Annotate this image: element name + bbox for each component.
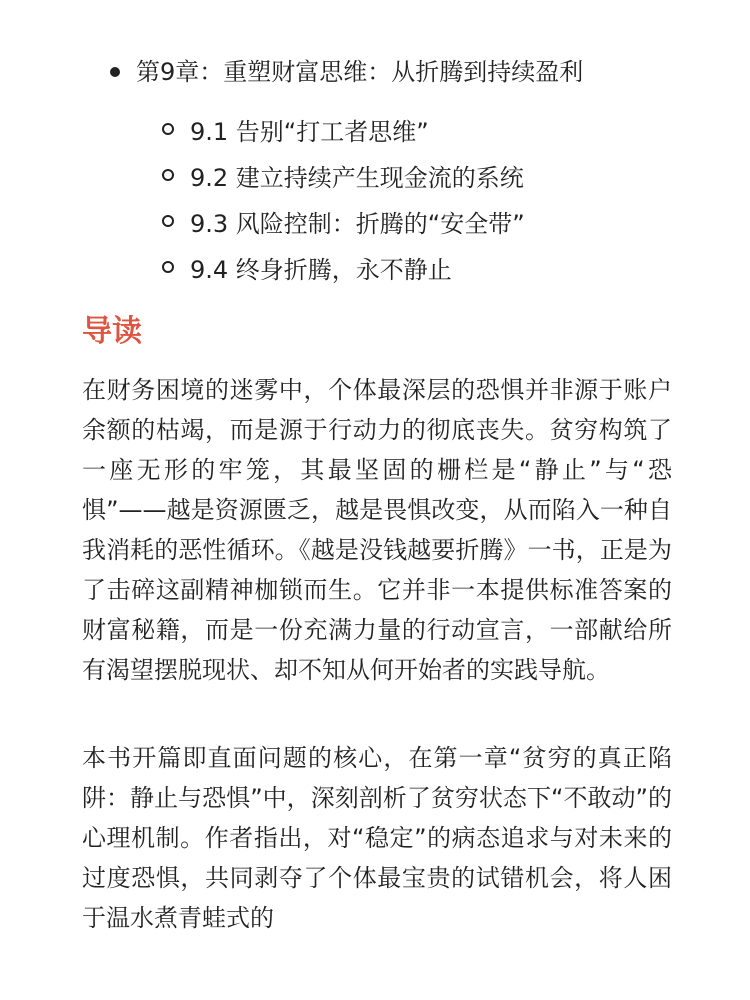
- toc-chapter-item: [110, 52, 583, 92]
- intro-paragraph: 在财务困境的迷雾中，个体最深层的恐惧并非源于账户余额的枯竭，而是源于行动力的彻底丧失。贫穷构筑了一座无形的牢笼，其最坚固的栅栏是“静止”与“恐惧”——越是资源匮乏，越是畏惧改变，从而陷入一种自我消耗的恶性循环。《越是没钱越要折腾》一书，正是为了击碎这副精神枷锁而生。它并非一本提供标准答案的财富秘籍，而是一份充满力量的行动宣言，一部献给所有渴望摆脱现状、却不知从何开始者的实践导航。: [82, 376, 672, 684]
- bullet-disc-icon: [110, 67, 120, 77]
- bullet-circle-icon: [162, 123, 174, 135]
- toc-section-label: 9.2 建立持续产生现金流的系统: [190, 163, 524, 192]
- intro-paragraph: 本书开篇即直面问题的核心，在第一章“贫穷的真正陷阱：静止与恐惧”中，深刻剖析了贫穷状态下“不敢动”的心理机制。作者指出，对“稳定”的病态追求与对未来的过度恐惧，共同剥夺了个体最宝贵的试错机会，将人困于温水煮青蛙式的: [82, 744, 672, 932]
- intro-heading: 导读: [82, 314, 142, 349]
- toc-section-label: 9.4 终身折腾，永不静止: [190, 255, 452, 284]
- bullet-circle-icon: [162, 261, 174, 273]
- toc-section-label: 9.3 风险控制：折腾的“安全带”: [190, 209, 525, 238]
- bullet-circle-icon: [162, 169, 174, 181]
- toc-section-item: [162, 198, 525, 244]
- toc-section-list: [162, 106, 525, 290]
- bullet-circle-icon: [162, 215, 174, 227]
- toc-section-item: [162, 106, 525, 152]
- toc-section-item: [162, 244, 525, 290]
- toc-section-label: 9.1 告别“打工者思维”: [190, 117, 429, 146]
- toc-chapter-label: 第9章：重塑财富思维：从折腾到持续盈利: [136, 58, 584, 86]
- toc-section-item: [162, 152, 525, 198]
